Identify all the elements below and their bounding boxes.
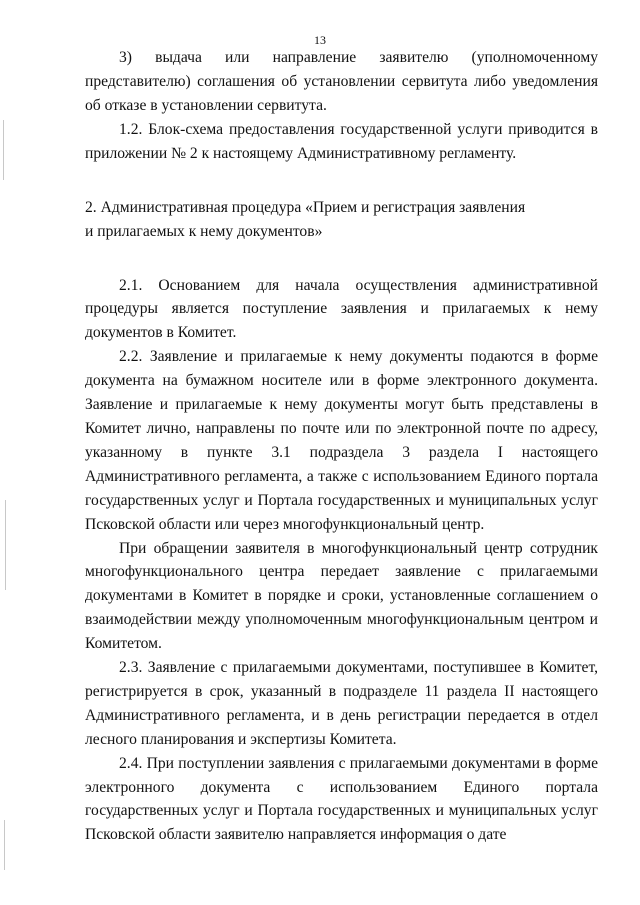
document-body: [85, 46, 598, 847]
paragraph: 3) выдача или направление заявителю (уполномоченному представителю) соглашения об установлении сервитута либо уведомления об отказе в установлении сервитута.: [85, 49, 598, 114]
section-heading-line: и прилагаемых к нему документов»: [85, 222, 323, 240]
section-heading-line: 2. Административная процедура «Прием и регистрация заявления: [85, 198, 526, 216]
paragraph: 2.4. При поступлении заявления с прилагаемыми документами в форме электронного документа с использованием Единого портала государственных услуг и Портала государственных и муниципальных услуг Псковской области заявителю направляется информация о дате: [85, 754, 598, 844]
scan-edge-mark: [4, 820, 5, 870]
paragraph: 2.3. Заявление с прилагаемыми документами, поступившее в Комитет, регистрируется в срок, указанный в подразделе 11 раздела II настоящего Административного регламента, и в день регистрации передается в отдел лесного планирования и экспертизы Комитета.: [85, 659, 598, 748]
scan-edge-mark: [5, 500, 6, 590]
page-number: 13: [314, 33, 326, 47]
paragraph: 2.2. Заявление и прилагаемые к нему документы подаются в форме документа на бумажном носителе или в форме электронного документа. Заявление и прилагаемые к нему документы могут быть представлены в Комитет лично, направлены по почте или по электронной почте по адресу, указанному в пункте 3.1 подраздела 3 раздела I настоящего Административного регламента, а также с использованием Единого портала государственных услуг и Портала государственных и муниципальных услуг Псковской области или через многофункциональный центр.: [85, 348, 598, 533]
scan-edge-mark: [3, 120, 4, 180]
section-heading: [85, 196, 598, 244]
paragraph: 2.1. Основанием для начала осуществления административной процедуры является поступление заявления и прилагаемых к нему документов в Комитет.: [85, 276, 598, 342]
paragraph: При обращении заявителя в многофункциональный центр сотрудник многофункционального центра передает заявление с прилагаемыми документами в Комитет в порядке и сроки, установленные соглашением о взаимодействии между уполномоченным многофункциональным центром и Комитетом.: [85, 539, 598, 653]
paragraph: 1.2. Блок-схема предоставления государственной услуги приводится в приложении № 2 к настоящему Административному регламенту.: [85, 120, 598, 162]
